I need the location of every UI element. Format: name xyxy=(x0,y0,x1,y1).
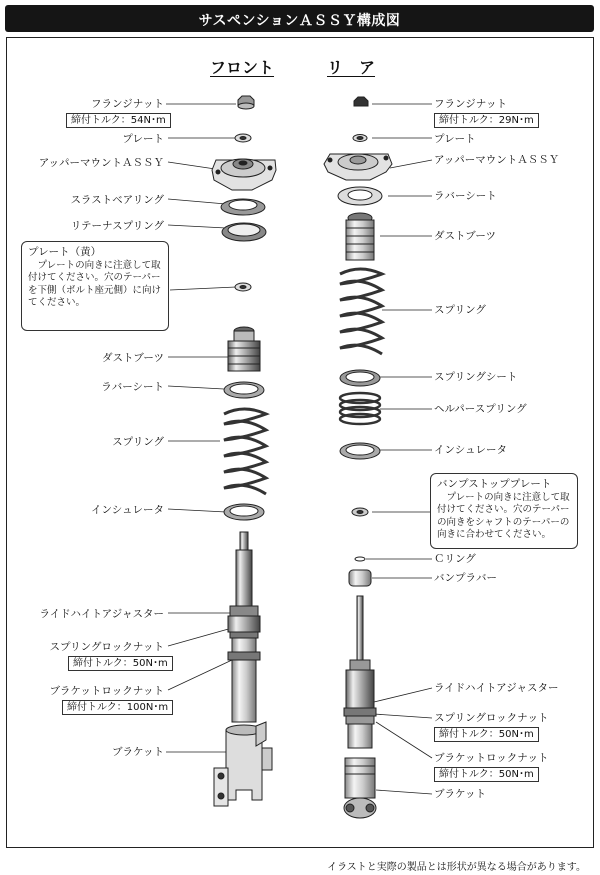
front-thrust-bearing-label: スラストベアリング xyxy=(70,194,164,206)
rear-bump-rubber-label: バンプラバー xyxy=(434,572,497,584)
rear-insulator-label: インシュレータ xyxy=(434,444,508,456)
leader-lines xyxy=(166,104,432,794)
front-plate-label: プレート xyxy=(122,133,164,145)
rear-heading: リ ア xyxy=(327,58,376,77)
rear-flange-nut-torque: 締付トルク：29N･m xyxy=(434,113,539,128)
rear-plate-label: プレート xyxy=(434,133,476,145)
rear-dust-boot-label: ダストブーツ xyxy=(434,230,496,242)
rear-note-body: プレートの向きに注意して取付けてください。穴のテーパーの向きをシャフトのテーパーの向きに合わせてください。 xyxy=(437,491,570,540)
front-bracket-label: ブラケット xyxy=(112,746,164,758)
front-flange-nut-torque: 締付トルク：54N･m xyxy=(66,113,171,128)
front-flange-nut-label: フランジナット xyxy=(90,98,164,110)
rear-flange-nut-label: フランジナット xyxy=(434,98,508,110)
front-insulator-label: インシュレータ xyxy=(90,504,164,516)
front-retainer-spring-label: リテーナスプリング xyxy=(70,220,164,232)
page-title: サスペンションＡＳＳＹ構成図 xyxy=(198,13,401,29)
rear-helper-spring-label: ヘルパースプリング xyxy=(434,403,527,415)
rear-spring-lock-nut-label: スプリングロックナット xyxy=(434,712,549,724)
footer-disclaimer: イラストと実際の製品とは形状が異なる場合があります。 xyxy=(327,862,586,873)
front-spring-lock-nut-torque: 締付トルク：50N･m xyxy=(68,656,173,671)
rear-note-title: バンプストッププレート xyxy=(437,478,552,490)
rear-bump-stop-note xyxy=(430,473,578,549)
rear-bracket-lock-nut-label: ブラケットロックナット xyxy=(434,752,549,764)
front-spring-label: スプリング xyxy=(112,436,164,448)
front-ride-height-adjuster-label: ライドハイトアジャスター xyxy=(39,608,164,620)
front-bracket-lock-nut-label: ブラケットロックナット xyxy=(49,685,164,697)
front-heading: フロント xyxy=(210,58,275,77)
rear-upper-mount-label: アッパーマウントＡＳＳＹ xyxy=(434,154,560,166)
rear-ride-height-adjuster-label: ライドハイトアジャスター xyxy=(434,682,559,694)
front-note-body: プレートの向きに注意して取付けてください。穴のテーパーを下側（ボルト座元側）に向けてください。 xyxy=(28,259,162,308)
rear-bracket-lock-nut-torque: 締付トルク：50N･m xyxy=(434,767,539,782)
rear-parts xyxy=(324,97,392,818)
front-parts xyxy=(212,96,276,806)
rear-rubber-seat-label: ラバーシート xyxy=(434,190,497,202)
front-plate-note xyxy=(21,241,169,331)
rear-c-ring-label: Ｃリング xyxy=(434,553,476,565)
front-bracket-lock-nut-torque: 締付トルク：100N･m xyxy=(62,700,173,715)
rear-spring-seat-label: スプリングシート xyxy=(434,371,518,383)
front-note-title: プレート（黄） xyxy=(28,246,102,258)
rear-bracket-label: ブラケット xyxy=(434,788,486,800)
front-upper-mount-label: アッパーマウントＡＳＳＹ xyxy=(38,157,164,169)
front-rubber-seat-label: ラバーシート xyxy=(101,381,164,393)
rear-spring-label: スプリング xyxy=(434,304,486,316)
front-spring-lock-nut-label: スプリングロックナット xyxy=(49,641,164,653)
rear-spring-lock-nut-torque: 締付トルク：50N･m xyxy=(434,727,539,742)
front-dust-boot-label: ダストブーツ xyxy=(102,352,164,364)
